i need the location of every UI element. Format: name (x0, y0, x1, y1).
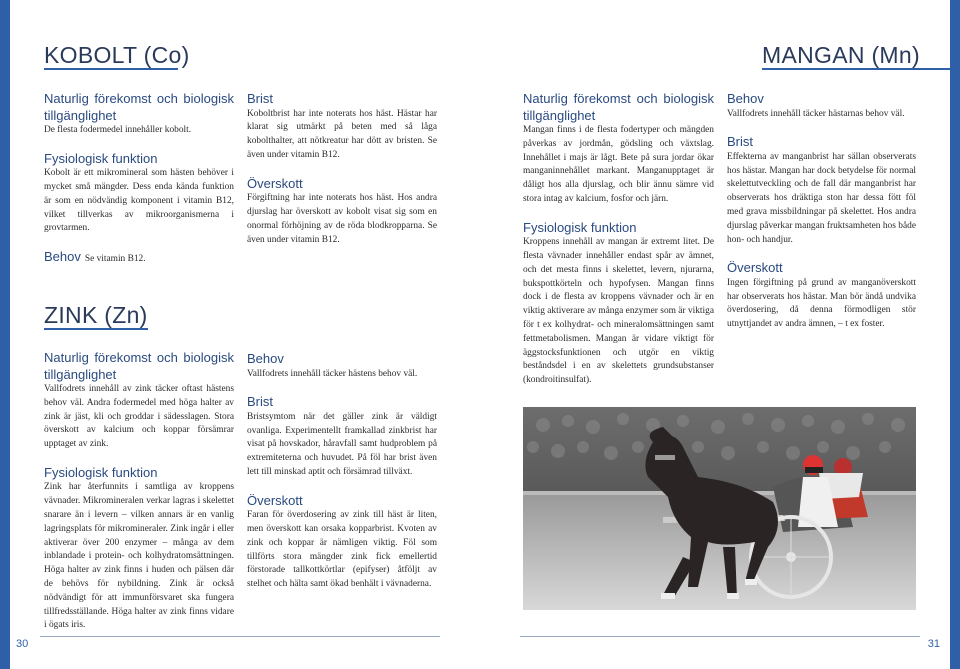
zink-overskott-text: Faran för överdosering av zink till häst är liten, men överskott kan orsaka kopparbrist. Kvoten av zink och koppar är nämligen viktig. Föl som tillförts stora mängder zink fick emellertid förstorade tallkottkörtlar (epifyser) åtföljt av stelhet och hälta samt ökad benhält i vävnaderna. (247, 510, 437, 590)
footer-rule-left (40, 636, 440, 637)
zink-behov-text: Vallfodrets innehåll täcker hästens behov väl. (247, 368, 418, 379)
harness-racing-illustration (523, 407, 916, 610)
kobolt-overskott-text: Förgiftning har inte noterats hos häst. Hos andra djurslag har överskott av kobolt visat sig som en onormal förhöjning av de röda blodkropparna. Se även under vitamin B12. (247, 193, 437, 245)
kobolt-behov-heading: Behov (44, 249, 81, 265)
zink-funktion-text: Zink har återfunnits i samtliga av kroppens vävnader. Mikromineralen verkar lagras i skelettet snarare än i levern – vilken annars är en vanlig lagringsplats för mikromineraler. Zink ingår i eller aktiverar över 200 enzymer – många av dem inblandade i protein- och kolhydratomsättningen. Höga halter av zink finns i huden och pälsen där de behövs för nybildning. Zink är också nödvändigt för att immunförsvaret ska fungera tillfredsställande. Höga halter av zink finns vidare i ögats iris. (44, 482, 234, 631)
mangan-behov-text: Vallfodrets innehåll täcker hästarnas behov väl. (727, 108, 905, 119)
kobolt-column-2 (247, 91, 437, 247)
kobolt-title: KOBOLT (Co) (44, 42, 190, 68)
kobolt-funktion-heading: Fysiologisk funktion (44, 150, 158, 166)
right-edge-bar (950, 0, 960, 669)
zink-title: ZINK (Zn) (44, 302, 148, 328)
mangan-funktion-text: Kroppens innehåll av mangan är extremt litet. De flesta vävnader innehåller endast spår av ämnet, och det mesta finns i skelettet, levern, njurarna, bukspottkörteln och hypofysen. Mangan finns dock i de flesta av kroppens vävnader och är en viktig aktiverare av många enzymer som är viktiga för t ex kolhydrat- och mineralomsättningen samt fettmetabolismen. Mangan är vidare viktigt för äggstocksfunktionen och utgör en viktig beståndsdel i en av skelettets grundsubstanser (kondroitinsulfat). (523, 237, 714, 386)
mangan-column-1 (523, 91, 714, 388)
zink-forekomst-heading: Naturlig förekomst och biologisk tillgänglighet (44, 350, 234, 382)
kobolt-forekomst-heading: Naturlig förekomst och biologisk tillgänglighet (44, 91, 234, 123)
mangan-funktion-heading: Fysiologisk funktion (523, 219, 637, 235)
zink-behov-heading: Behov (247, 351, 284, 366)
zink-column-2 (247, 351, 437, 592)
zink-brist-heading: Brist (247, 394, 273, 410)
mangan-title-rule (762, 68, 950, 70)
harness-racing-photo (523, 407, 916, 610)
mangan-overskott-text: Ingen förgiftning på grund av manganöverskott har observerats hos hästar. Man bör ändå undvika överdosering, då denna förmodligen stör utnyttjandet av andra ämnen, – t ex foster. (727, 277, 916, 330)
mangan-column-2 (727, 91, 916, 332)
kobolt-overskott-heading: Överskott (247, 175, 303, 191)
zink-brist-text: Bristsymtom när det gäller zink är väldigt ovanliga. Experimentellt framkallad zinkbrist har visat på hovskador, håravfall samt hudproblem på extremiteterna och huvudet. På föl har brist även lett till minskad aptit och försämrad tillväxt. (247, 411, 437, 477)
zink-overskott-heading: Överskott (247, 492, 303, 508)
zink-title-rule (44, 328, 148, 330)
mangan-forekomst-text: Mangan finns i de flesta fodertyper och mängden påverkas av jordmån, gödsling och växtslag. Innehållet i majs är lågt. Bete på sura jordar ökar manganinnehållet markant. Manganupptaget är dåligt hos alla djurslag, och blir ännu sämre vid stora intag av kalcium, fosfor och järn. (523, 125, 714, 204)
mangan-title: MANGAN (Mn) (762, 42, 920, 68)
mangan-overskott-heading: Överskott (727, 260, 783, 276)
kobolt-brist-text: Koboltbrist har inte noterats hos häst. Hästar har klarat sig utmärkt på beten med så låga kobolthalter, att nötkreatur har dött av bristen. Se även under vitamin B12. (247, 108, 437, 160)
page-number-left: 30 (16, 638, 29, 650)
kobolt-behov-text: Se vitamin B12. (84, 254, 146, 265)
zink-funktion-heading: Fysiologisk funktion (44, 464, 158, 480)
kobolt-forekomst-text: De flesta fodermedel innehåller kobolt. (44, 125, 192, 135)
kobolt-brist-heading: Brist (247, 91, 273, 106)
left-edge-bar (0, 0, 10, 669)
mangan-behov-heading: Behov (727, 91, 764, 106)
kobolt-title-rule (44, 68, 178, 70)
mangan-brist-heading: Brist (727, 134, 753, 150)
zink-forekomst-text: Vallfodrets innehåll av zink täcker oftast hästens behov väl. Andra fodermedel med höga halter av zink är jäst, kli och groddar i sädesslagen. Stora överskott av kalcium och koppar försämrar upptaget av zink. (44, 384, 234, 450)
page-number-right: 31 (927, 638, 940, 650)
footer-rule-right (520, 636, 920, 637)
kobolt-funktion-text: Kobolt är ett mikromineral som hästen behöver i mycket små mängder. Dess enda kända funktion är som en nödvändig komponent i vitamin B12, vilket tillverkas av mikroorganismerna i grovtarmen. (44, 168, 234, 234)
kobolt-column (44, 91, 234, 267)
zink-column-1 (44, 350, 234, 633)
mangan-forekomst-heading: Naturlig förekomst och biologisk tillgänglighet (523, 91, 714, 123)
mangan-brist-text: Effekterna av manganbrist har sällan observerats hos hästar. Mangan har dock betydelse för normal skelettutveckling och de fall där manganbrist har observerats hos dräktiga ston har dessa fött föl med grava missbildningar på skelettet. Hos andra djurslag påverkar mangan fruktsamheten hos både hon- och handjur. (727, 151, 916, 245)
